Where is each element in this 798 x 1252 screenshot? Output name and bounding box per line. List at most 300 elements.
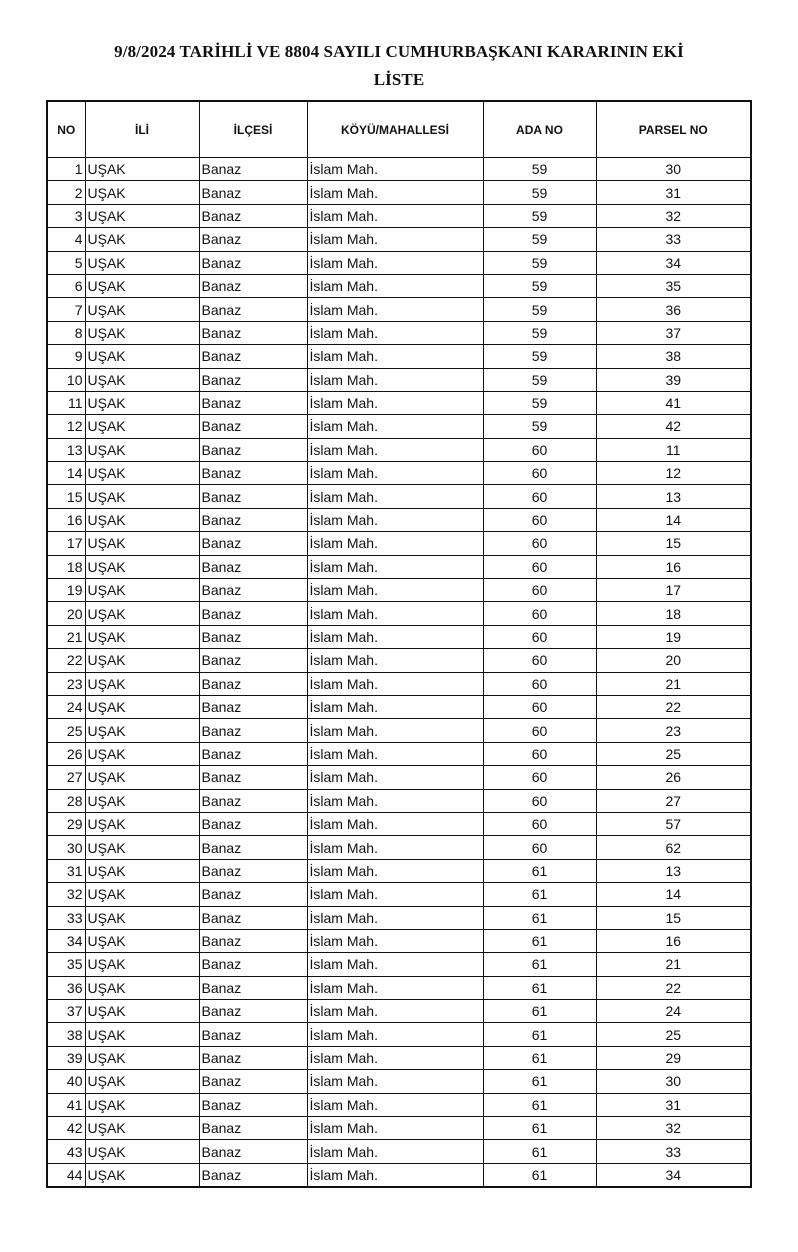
cell-parsel-no: 62 [596, 836, 751, 859]
cell-ili: UŞAK [85, 1117, 199, 1140]
cell-ili: UŞAK [85, 789, 199, 812]
cell-ada-no: 61 [483, 953, 596, 976]
cell-ilcesi: Banaz [199, 321, 307, 344]
cell-ili: UŞAK [85, 1163, 199, 1187]
cell-no: 27 [47, 766, 85, 789]
table-row [47, 812, 751, 835]
table-row [47, 555, 751, 578]
cell-ili: UŞAK [85, 1046, 199, 1069]
table-row [47, 228, 751, 251]
cell-parsel-no: 30 [596, 1070, 751, 1093]
cell-no: 28 [47, 789, 85, 812]
cell-ili: UŞAK [85, 508, 199, 531]
cell-ili: UŞAK [85, 883, 199, 906]
cell-no: 3 [47, 204, 85, 227]
cell-no: 10 [47, 368, 85, 391]
cell-parsel-no: 32 [596, 204, 751, 227]
cell-no: 36 [47, 976, 85, 999]
cell-ilcesi: Banaz [199, 181, 307, 204]
cell-ilcesi: Banaz [199, 1093, 307, 1116]
cell-koyu-mahallesi: İslam Mah. [307, 1070, 483, 1093]
cell-ilcesi: Banaz [199, 1023, 307, 1046]
table-row [47, 321, 751, 344]
cell-koyu-mahallesi: İslam Mah. [307, 719, 483, 742]
cell-parsel-no: 25 [596, 1023, 751, 1046]
cell-ili: UŞAK [85, 719, 199, 742]
cell-koyu-mahallesi: İslam Mah. [307, 976, 483, 999]
cell-parsel-no: 22 [596, 695, 751, 718]
cell-ada-no: 61 [483, 1163, 596, 1187]
table-row [47, 649, 751, 672]
cell-parsel-no: 30 [596, 158, 751, 181]
cell-ada-no: 61 [483, 1093, 596, 1116]
parcel-table [46, 100, 752, 1188]
header-parsel-no: PARSEL NO [596, 101, 751, 158]
cell-no: 38 [47, 1023, 85, 1046]
cell-ada-no: 60 [483, 438, 596, 461]
cell-ada-no: 60 [483, 508, 596, 531]
cell-ili: UŞAK [85, 204, 199, 227]
cell-parsel-no: 14 [596, 883, 751, 906]
cell-ilcesi: Banaz [199, 462, 307, 485]
cell-parsel-no: 31 [596, 181, 751, 204]
cell-koyu-mahallesi: İslam Mah. [307, 508, 483, 531]
cell-no: 8 [47, 321, 85, 344]
cell-ilcesi: Banaz [199, 204, 307, 227]
cell-ilcesi: Banaz [199, 415, 307, 438]
cell-no: 16 [47, 508, 85, 531]
cell-ili: UŞAK [85, 812, 199, 835]
table-row [47, 532, 751, 555]
cell-koyu-mahallesi: İslam Mah. [307, 1046, 483, 1069]
cell-ili: UŞAK [85, 298, 199, 321]
cell-no: 22 [47, 649, 85, 672]
cell-ilcesi: Banaz [199, 1070, 307, 1093]
cell-ili: UŞAK [85, 181, 199, 204]
cell-ada-no: 60 [483, 649, 596, 672]
cell-no: 25 [47, 719, 85, 742]
cell-no: 23 [47, 672, 85, 695]
cell-no: 42 [47, 1117, 85, 1140]
cell-ada-no: 59 [483, 228, 596, 251]
cell-parsel-no: 37 [596, 321, 751, 344]
cell-ili: UŞAK [85, 649, 199, 672]
cell-ili: UŞAK [85, 532, 199, 555]
cell-ili: UŞAK [85, 1000, 199, 1023]
cell-ilcesi: Banaz [199, 485, 307, 508]
cell-parsel-no: 22 [596, 976, 751, 999]
cell-ada-no: 59 [483, 181, 596, 204]
cell-ada-no: 61 [483, 1140, 596, 1163]
cell-parsel-no: 11 [596, 438, 751, 461]
table-row [47, 1140, 751, 1163]
cell-ilcesi: Banaz [199, 391, 307, 414]
cell-ilcesi: Banaz [199, 602, 307, 625]
cell-parsel-no: 36 [596, 298, 751, 321]
cell-no: 11 [47, 391, 85, 414]
cell-ada-no: 59 [483, 204, 596, 227]
cell-no: 14 [47, 462, 85, 485]
table-row [47, 181, 751, 204]
table-row [47, 391, 751, 414]
cell-ada-no: 60 [483, 766, 596, 789]
cell-koyu-mahallesi: İslam Mah. [307, 485, 483, 508]
cell-ili: UŞAK [85, 976, 199, 999]
cell-parsel-no: 33 [596, 1140, 751, 1163]
table-row [47, 579, 751, 602]
table-row [47, 345, 751, 368]
cell-ilcesi: Banaz [199, 976, 307, 999]
cell-koyu-mahallesi: İslam Mah. [307, 1000, 483, 1023]
cell-parsel-no: 39 [596, 368, 751, 391]
table-row [47, 1000, 751, 1023]
cell-koyu-mahallesi: İslam Mah. [307, 789, 483, 812]
cell-no: 33 [47, 906, 85, 929]
cell-no: 7 [47, 298, 85, 321]
cell-ada-no: 61 [483, 906, 596, 929]
cell-koyu-mahallesi: İslam Mah. [307, 742, 483, 765]
table-row [47, 836, 751, 859]
cell-ili: UŞAK [85, 742, 199, 765]
cell-ilcesi: Banaz [199, 251, 307, 274]
cell-ada-no: 61 [483, 1000, 596, 1023]
cell-ada-no: 61 [483, 976, 596, 999]
cell-ili: UŞAK [85, 1023, 199, 1046]
cell-parsel-no: 17 [596, 579, 751, 602]
cell-ili: UŞAK [85, 321, 199, 344]
table-row [47, 695, 751, 718]
cell-koyu-mahallesi: İslam Mah. [307, 181, 483, 204]
header-ili: İLİ [85, 101, 199, 158]
table-row [47, 766, 751, 789]
cell-ili: UŞAK [85, 625, 199, 648]
cell-ada-no: 60 [483, 602, 596, 625]
table-row [47, 883, 751, 906]
table-row [47, 508, 751, 531]
cell-no: 37 [47, 1000, 85, 1023]
cell-ada-no: 61 [483, 883, 596, 906]
cell-parsel-no: 35 [596, 274, 751, 297]
cell-no: 1 [47, 158, 85, 181]
table-row [47, 274, 751, 297]
cell-ada-no: 61 [483, 1046, 596, 1069]
table-row [47, 719, 751, 742]
cell-parsel-no: 16 [596, 929, 751, 952]
cell-koyu-mahallesi: İslam Mah. [307, 1093, 483, 1116]
table-row [47, 1093, 751, 1116]
cell-koyu-mahallesi: İslam Mah. [307, 391, 483, 414]
cell-koyu-mahallesi: İslam Mah. [307, 321, 483, 344]
table-body [47, 158, 751, 1188]
cell-ili: UŞAK [85, 1093, 199, 1116]
cell-koyu-mahallesi: İslam Mah. [307, 462, 483, 485]
cell-no: 21 [47, 625, 85, 648]
cell-ili: UŞAK [85, 1140, 199, 1163]
cell-ilcesi: Banaz [199, 649, 307, 672]
cell-ada-no: 60 [483, 789, 596, 812]
cell-ada-no: 59 [483, 158, 596, 181]
table-row [47, 625, 751, 648]
table-row [47, 298, 751, 321]
table-row [47, 251, 751, 274]
table-row [47, 204, 751, 227]
cell-no: 20 [47, 602, 85, 625]
cell-koyu-mahallesi: İslam Mah. [307, 251, 483, 274]
cell-koyu-mahallesi: İslam Mah. [307, 883, 483, 906]
cell-ilcesi: Banaz [199, 789, 307, 812]
cell-koyu-mahallesi: İslam Mah. [307, 766, 483, 789]
cell-no: 44 [47, 1163, 85, 1187]
cell-no: 26 [47, 742, 85, 765]
cell-parsel-no: 31 [596, 1093, 751, 1116]
cell-ada-no: 60 [483, 695, 596, 718]
cell-no: 17 [47, 532, 85, 555]
cell-no: 19 [47, 579, 85, 602]
cell-ilcesi: Banaz [199, 298, 307, 321]
cell-parsel-no: 34 [596, 251, 751, 274]
cell-ili: UŞAK [85, 579, 199, 602]
cell-koyu-mahallesi: İslam Mah. [307, 438, 483, 461]
table-row [47, 789, 751, 812]
cell-ilcesi: Banaz [199, 1046, 307, 1069]
cell-koyu-mahallesi: İslam Mah. [307, 274, 483, 297]
cell-parsel-no: 21 [596, 953, 751, 976]
table-row [47, 438, 751, 461]
header-ilcesi: İLÇESİ [199, 101, 307, 158]
cell-ilcesi: Banaz [199, 906, 307, 929]
cell-ili: UŞAK [85, 274, 199, 297]
cell-ada-no: 60 [483, 579, 596, 602]
cell-no: 29 [47, 812, 85, 835]
cell-parsel-no: 24 [596, 1000, 751, 1023]
cell-parsel-no: 27 [596, 789, 751, 812]
cell-parsel-no: 12 [596, 462, 751, 485]
cell-koyu-mahallesi: İslam Mah. [307, 649, 483, 672]
cell-koyu-mahallesi: İslam Mah. [307, 415, 483, 438]
cell-no: 6 [47, 274, 85, 297]
header-koyu-mahallesi: KÖYÜ/MAHALLESİ [307, 101, 483, 158]
table-row [47, 929, 751, 952]
cell-ili: UŞAK [85, 695, 199, 718]
cell-koyu-mahallesi: İslam Mah. [307, 532, 483, 555]
cell-ili: UŞAK [85, 859, 199, 882]
cell-ili: UŞAK [85, 368, 199, 391]
document-title: 9/8/2024 TARİHLİ VE 8804 SAYILI CUMHURBAŞKANI KARARININ EKİ [114, 42, 684, 61]
cell-parsel-no: 33 [596, 228, 751, 251]
cell-parsel-no: 57 [596, 812, 751, 835]
table-row [47, 485, 751, 508]
table-row [47, 462, 751, 485]
header-ada-no: ADA NO [483, 101, 596, 158]
cell-ilcesi: Banaz [199, 345, 307, 368]
table-row [47, 742, 751, 765]
cell-ilcesi: Banaz [199, 1163, 307, 1187]
cell-koyu-mahallesi: İslam Mah. [307, 953, 483, 976]
cell-ilcesi: Banaz [199, 508, 307, 531]
table-row [47, 1023, 751, 1046]
cell-no: 31 [47, 859, 85, 882]
cell-ilcesi: Banaz [199, 625, 307, 648]
cell-ada-no: 60 [483, 812, 596, 835]
cell-parsel-no: 14 [596, 508, 751, 531]
cell-ada-no: 59 [483, 415, 596, 438]
cell-ilcesi: Banaz [199, 579, 307, 602]
table-row [47, 368, 751, 391]
cell-ilcesi: Banaz [199, 929, 307, 952]
table-row [47, 976, 751, 999]
cell-ili: UŞAK [85, 391, 199, 414]
cell-ilcesi: Banaz [199, 555, 307, 578]
cell-koyu-mahallesi: İslam Mah. [307, 836, 483, 859]
cell-ilcesi: Banaz [199, 883, 307, 906]
cell-ada-no: 61 [483, 929, 596, 952]
cell-no: 2 [47, 181, 85, 204]
cell-koyu-mahallesi: İslam Mah. [307, 1117, 483, 1140]
cell-koyu-mahallesi: İslam Mah. [307, 695, 483, 718]
cell-ada-no: 61 [483, 1070, 596, 1093]
table-header [47, 101, 751, 158]
cell-ada-no: 59 [483, 391, 596, 414]
table-row [47, 1070, 751, 1093]
cell-no: 41 [47, 1093, 85, 1116]
cell-no: 9 [47, 345, 85, 368]
cell-parsel-no: 15 [596, 532, 751, 555]
document-subtitle: LİSTE [373, 70, 425, 89]
cell-koyu-mahallesi: İslam Mah. [307, 1023, 483, 1046]
table-row [47, 1046, 751, 1069]
cell-no: 18 [47, 555, 85, 578]
cell-parsel-no: 15 [596, 906, 751, 929]
cell-ada-no: 59 [483, 274, 596, 297]
table-row [47, 859, 751, 882]
cell-ili: UŞAK [85, 929, 199, 952]
cell-ilcesi: Banaz [199, 1117, 307, 1140]
cell-koyu-mahallesi: İslam Mah. [307, 158, 483, 181]
cell-parsel-no: 25 [596, 742, 751, 765]
cell-koyu-mahallesi: İslam Mah. [307, 906, 483, 929]
cell-ada-no: 59 [483, 321, 596, 344]
cell-ada-no: 60 [483, 532, 596, 555]
cell-parsel-no: 13 [596, 859, 751, 882]
cell-parsel-no: 19 [596, 625, 751, 648]
cell-ilcesi: Banaz [199, 438, 307, 461]
cell-parsel-no: 41 [596, 391, 751, 414]
cell-ada-no: 59 [483, 368, 596, 391]
table-row [47, 953, 751, 976]
cell-ili: UŞAK [85, 158, 199, 181]
table-row [47, 906, 751, 929]
cell-ada-no: 60 [483, 485, 596, 508]
cell-koyu-mahallesi: İslam Mah. [307, 929, 483, 952]
cell-koyu-mahallesi: İslam Mah. [307, 298, 483, 321]
cell-parsel-no: 29 [596, 1046, 751, 1069]
cell-no: 40 [47, 1070, 85, 1093]
cell-ilcesi: Banaz [199, 742, 307, 765]
cell-no: 43 [47, 1140, 85, 1163]
header-no: NO [47, 101, 85, 158]
cell-ili: UŞAK [85, 555, 199, 578]
cell-parsel-no: 26 [596, 766, 751, 789]
cell-parsel-no: 38 [596, 345, 751, 368]
cell-parsel-no: 16 [596, 555, 751, 578]
cell-koyu-mahallesi: İslam Mah. [307, 579, 483, 602]
cell-ada-no: 59 [483, 251, 596, 274]
cell-koyu-mahallesi: İslam Mah. [307, 812, 483, 835]
cell-ilcesi: Banaz [199, 368, 307, 391]
cell-no: 24 [47, 695, 85, 718]
cell-no: 13 [47, 438, 85, 461]
cell-ilcesi: Banaz [199, 719, 307, 742]
cell-no: 15 [47, 485, 85, 508]
cell-ada-no: 61 [483, 1117, 596, 1140]
cell-ilcesi: Banaz [199, 274, 307, 297]
cell-parsel-no: 34 [596, 1163, 751, 1187]
cell-ilcesi: Banaz [199, 1140, 307, 1163]
cell-ili: UŞAK [85, 766, 199, 789]
header-row [47, 101, 751, 158]
cell-ili: UŞAK [85, 953, 199, 976]
cell-ili: UŞAK [85, 415, 199, 438]
cell-ada-no: 60 [483, 836, 596, 859]
cell-parsel-no: 42 [596, 415, 751, 438]
cell-parsel-no: 21 [596, 672, 751, 695]
cell-ilcesi: Banaz [199, 812, 307, 835]
cell-koyu-mahallesi: İslam Mah. [307, 368, 483, 391]
cell-ili: UŞAK [85, 228, 199, 251]
cell-ilcesi: Banaz [199, 953, 307, 976]
cell-no: 34 [47, 929, 85, 952]
cell-ada-no: 61 [483, 859, 596, 882]
cell-ada-no: 60 [483, 625, 596, 648]
cell-ilcesi: Banaz [199, 158, 307, 181]
cell-koyu-mahallesi: İslam Mah. [307, 228, 483, 251]
table-row [47, 1163, 751, 1187]
cell-ilcesi: Banaz [199, 766, 307, 789]
table-row [47, 1117, 751, 1140]
cell-ili: UŞAK [85, 672, 199, 695]
cell-ilcesi: Banaz [199, 672, 307, 695]
table-row [47, 602, 751, 625]
cell-ili: UŞAK [85, 438, 199, 461]
cell-koyu-mahallesi: İslam Mah. [307, 1163, 483, 1187]
cell-ili: UŞAK [85, 602, 199, 625]
cell-ada-no: 60 [483, 462, 596, 485]
cell-ili: UŞAK [85, 251, 199, 274]
cell-parsel-no: 20 [596, 649, 751, 672]
cell-no: 5 [47, 251, 85, 274]
cell-ada-no: 61 [483, 1023, 596, 1046]
cell-ili: UŞAK [85, 462, 199, 485]
cell-koyu-mahallesi: İslam Mah. [307, 602, 483, 625]
cell-no: 35 [47, 953, 85, 976]
cell-ilcesi: Banaz [199, 1000, 307, 1023]
table-row [47, 672, 751, 695]
cell-ada-no: 60 [483, 555, 596, 578]
cell-koyu-mahallesi: İslam Mah. [307, 204, 483, 227]
cell-koyu-mahallesi: İslam Mah. [307, 672, 483, 695]
cell-ada-no: 59 [483, 298, 596, 321]
cell-koyu-mahallesi: İslam Mah. [307, 625, 483, 648]
cell-parsel-no: 18 [596, 602, 751, 625]
cell-ada-no: 60 [483, 742, 596, 765]
cell-no: 4 [47, 228, 85, 251]
cell-ili: UŞAK [85, 836, 199, 859]
cell-koyu-mahallesi: İslam Mah. [307, 859, 483, 882]
cell-ilcesi: Banaz [199, 532, 307, 555]
cell-parsel-no: 32 [596, 1117, 751, 1140]
cell-no: 12 [47, 415, 85, 438]
cell-parsel-no: 13 [596, 485, 751, 508]
